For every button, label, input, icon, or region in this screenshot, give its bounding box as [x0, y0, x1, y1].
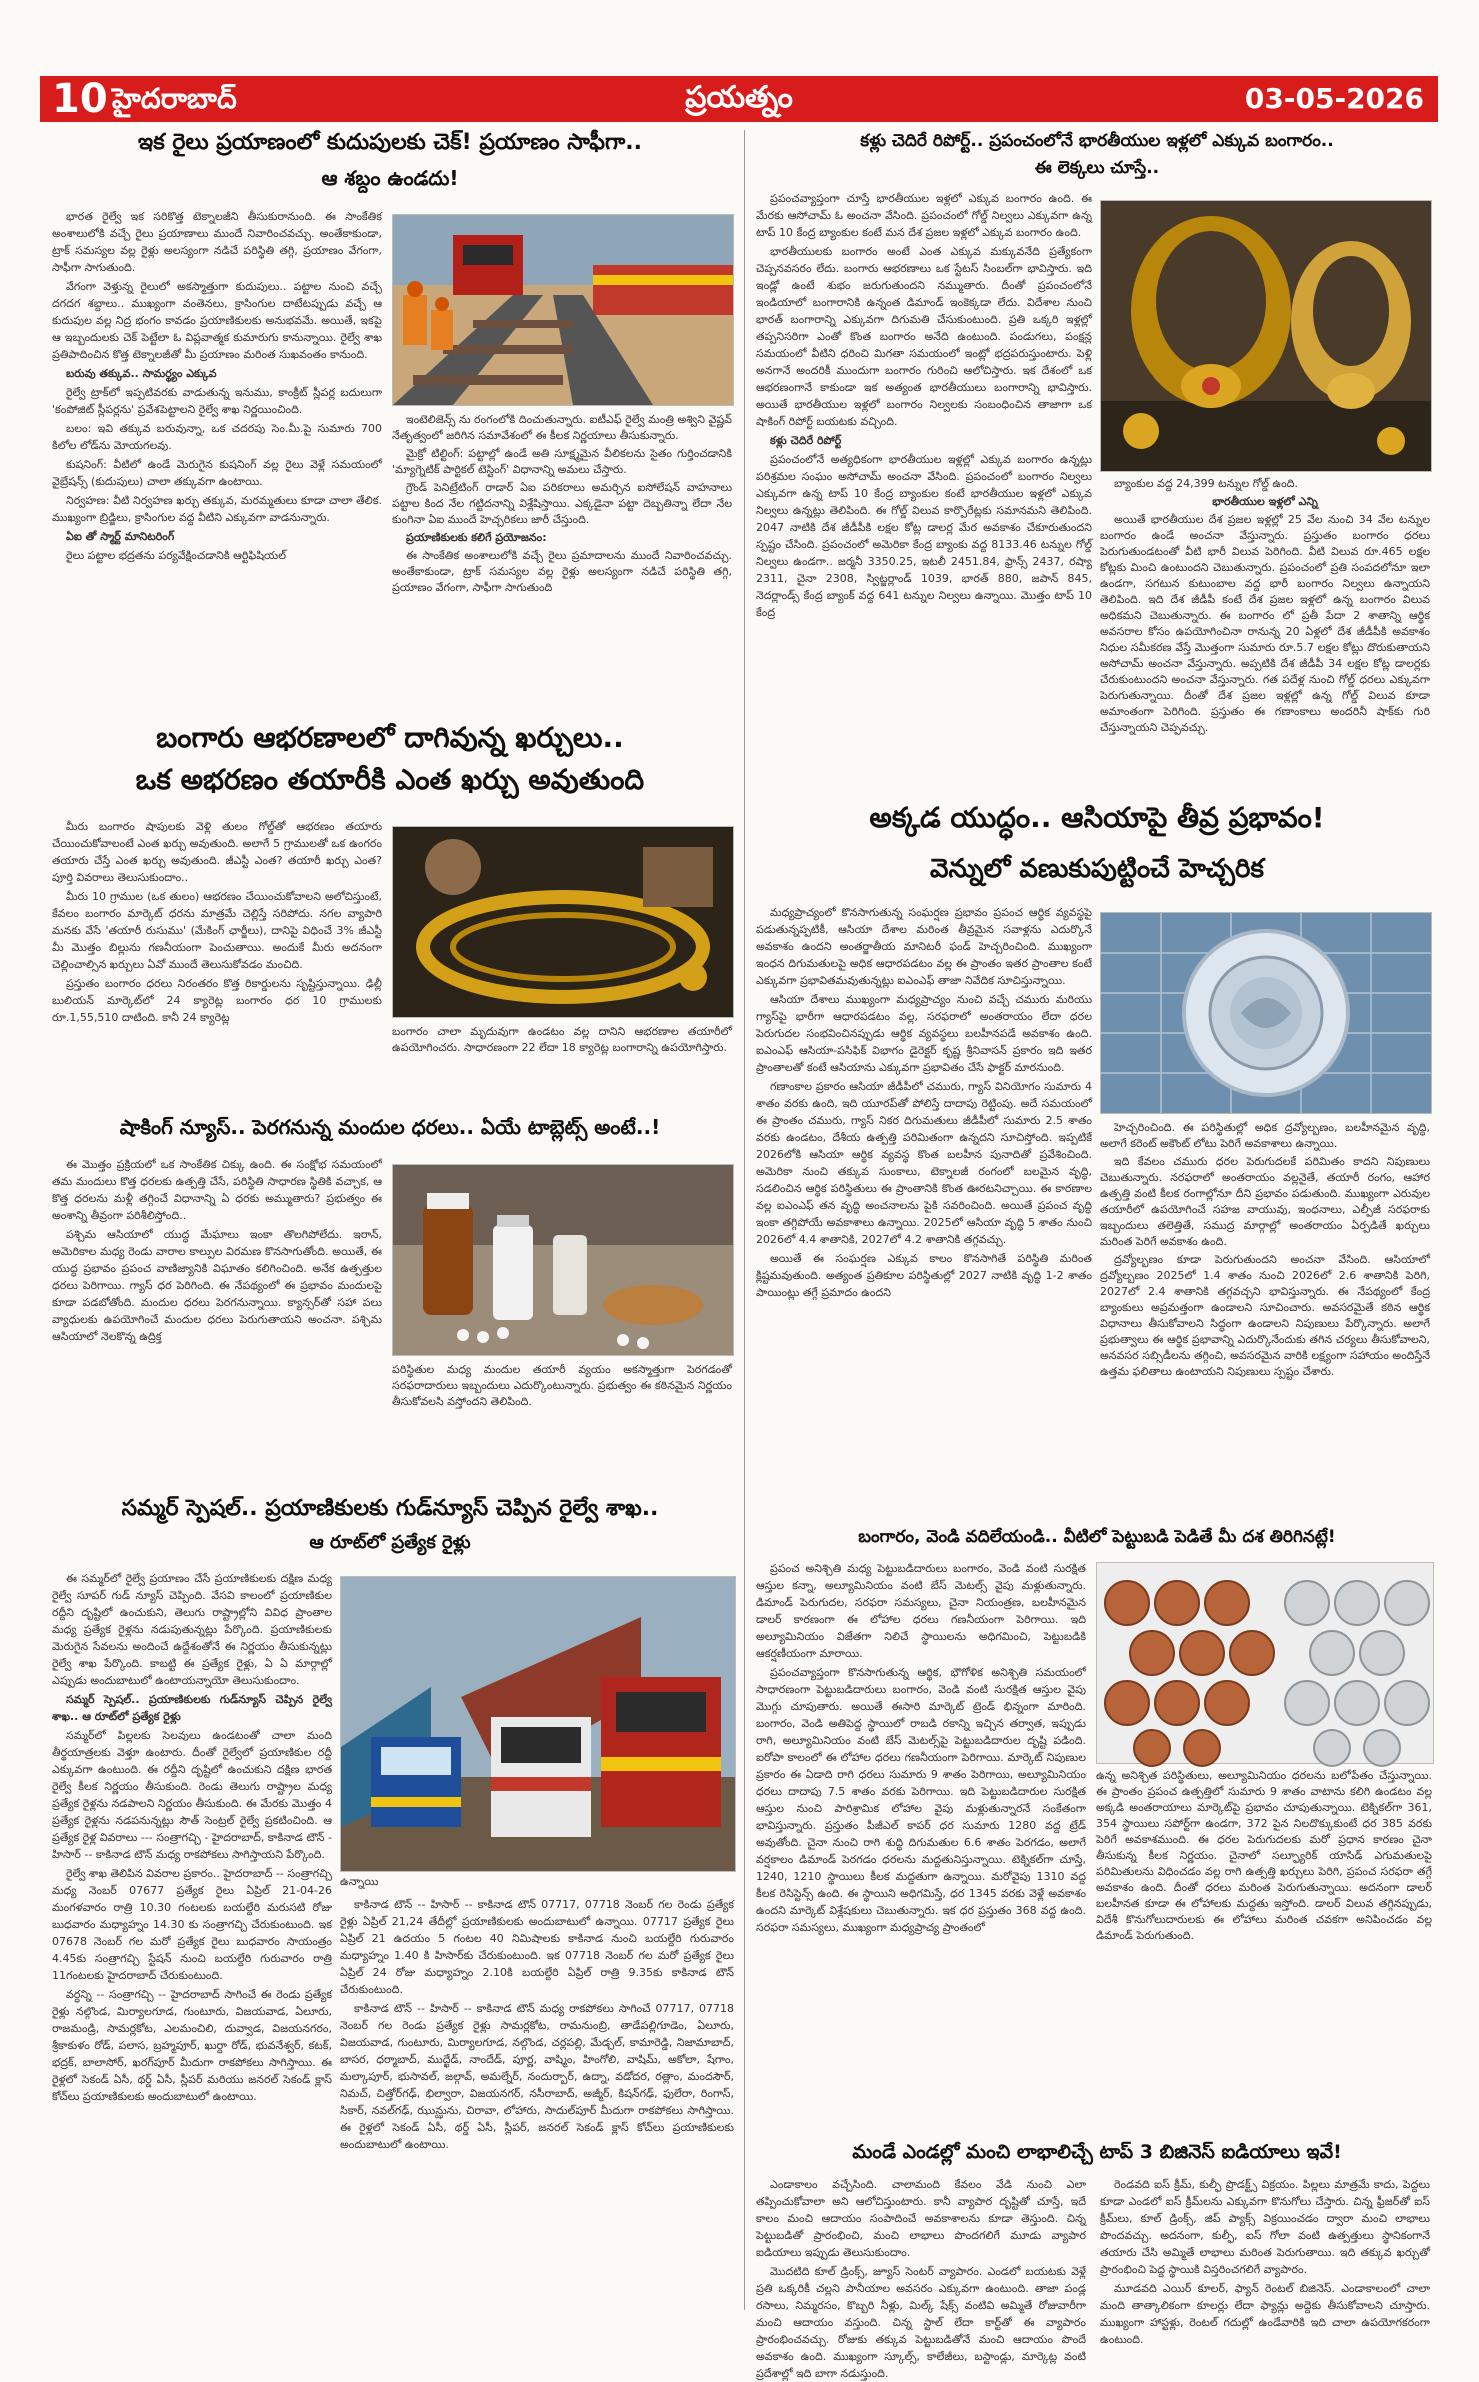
imf-logo-photo [1100, 912, 1432, 1114]
summer-para: వర్ధన్ని -- సంత్రాగచ్చి -- హైదరాబాద్ సాగించే ఈ రెండు ప్రత్యేక రైళ్లు నల్గొండ, మిర్యాలగూడ, గుంటూరు, విజయవాడ, ఏలూరు, రాజమండ్రి, సామర్లకోట, ఎలమంచిలి, దువ్వాడ, విజయనగరం, శ్రీకాకుళం రోడ్, పలాస, బ్రహ్మపూర్, ఖుర్దా రోడ్, భువనేశ్వర్, కటక్, భద్రక్, బాలాసోర్, ఖరగ్‌పూర్ మీదుగా రాకపోకలు సాగిస్తాయి. ఈ రైళ్లలో సెకండ్ ఏసీ, థర్డ్ ఏసీ, స్లీపర్ మరియు జనరల్ సెకండ్ క్లాస్ కోచ్‌లు ప్రయాణికులకు అందుబాటులో ఉంటాయి. [52, 1988, 332, 2103]
rail-headline: ఇక రైలు ప్రయాణంలో కుదుపులకు చెక్! ప్రయాణం సాఫీగా.. [138, 130, 642, 155]
business-left-body [756, 2176, 1086, 2380]
medicine-caption: పరిస్థితుల మధ్య మందుల తయారీ వ్యయం అకస్మాత్తుగా పెరగడంతో సరఫరాదారులు ఇబ్బందులు ఎదుర్కొంటున్నారు. ప్రభుత్వం ఈ కఠినమైన నిర్ణయం తీసుకోవలసి వస్తోందని తెలిపింది. [392, 1363, 732, 1408]
war-para: అయితే ఈ సంఘర్షణ ఎక్కువ కాలం కొనసాగితే పరిస్థితి మరింత క్లిష్టమవుతుంది. అత్యంత ప్రతికూల పరిస్థితుల్లో 2027 నాటికి వృద్ధి 1-2 శాతం పాయింట్లు తగ్గే ప్రమాదం ఉందని [756, 1252, 1092, 1299]
jewel-headline-1: బంగారు ఆభరణాలలో దాగివున్న ఖర్చులు.. [156, 721, 624, 754]
rail-para: బలం: ఇవి తక్కువ బరువున్నా, ఒక చదరపు సెం.మీ.పై సుమారు 700 కిలోల లోడ్‌ను మోయగలవు. [52, 422, 382, 452]
war-para: మధ్యప్రాచ్యంలో కొనసాగుతున్న సంఘర్షణ ప్రభావం ప్రపంచ ఆర్థిక వ్యవస్థపై పడుతున్నప్పటికీ, ఆసియా దేశాల మరింత తీవ్రమైన సవాళ్లను ఎదుర్కొనే అవకాశం ఉందని అంతర్జాతీయ మానిటరీ ఫండ్ హెచ్చరించింది. ముఖ్యంగా ఇంధన దిగుమతులపై అధిక ఆధారపడటం వల్ల ఈ ప్రాంతం ఇతర ప్రాంతాల కంటే ఎక్కువగా ప్రభావితమవుతున్నట్లు ఐఎంఎఫ్ తాజా నివేదిక సూచిస్తున్నాయి. [756, 906, 1092, 987]
gold-caption-para: అయితే భారతీయుల దేశ ప్రజల ఇళ్లల్లో 25 వేల నుంచి 34 వేల టన్నుల బంగారం ఉండే అంచనా వేస్తున్నారు. ప్రస్తుతం బంగారం ధరలు పెరుగుతుండటంతో వీటి భారీ విలువ పెరిగింది. వీటి విలువ రూ.465 లక్షల కోట్లకు మించి ఉంటుందని చెబుతున్నారు. ప్రపంచంలో ప్రతి సంపదలోనూ ఇలా ఉండగా, సగటున కుటుంబాల వద్ద భారీ బంగారం నిల్వలు ఉన్నాయని తెలిపింది. ఇది దేశ జీడీపీ కంటే దేశ ప్రజల ఇళ్లలో ఉన్న బంగారం విలువ అధికమని చెబుతున్నారు. ఈ బంగారం లో ప్రతీ పేదా 2 శాతాన్ని ఆర్థిక అవసరాల కోసం ఉపయోగించినా రానున్న 20 ఏళ్లలో దేశ జీడీపీకి అవకాశం నిధుల సమీకరణ వేస్తే మొత్తంగా సుమారు రూ.5.7 లక్షల కోట్లు దొరుకుతాయని అసోచామ్ అంచనా వేస్తున్నారు. అప్పటికి దేశ జీడీపీ 34 లక్షల కోట్ల డాలర్లకు చేరుకుంటుందని అంచనా వేస్తున్నారు. గత పదేళ్ల నుంచి గోల్డ్ ధరలు ఎక్కువగా పెరుగుతున్నాయి. దీంతో దేశ ప్రజల ఇళ్లల్లో ఉన్న గోల్డ్ విలువ కూడా అమాంతంగా పెరిగింది. ప్రస్తుతం ఈ గణాంకాలు అందరినీ షాక్‌కు గురి చేస్తున్నాయని చెప్పవచ్చు. [1100, 513, 1430, 734]
gold-jewellery-photo [1100, 200, 1432, 472]
imf-building-image [1101, 913, 1431, 1113]
metals-photo [1096, 1562, 1434, 1764]
rail-subheading: బరువు తక్కువ.. సామర్థ్యం ఎక్కువ [66, 367, 217, 380]
summer-right-para: కాకినాడ టౌన్ -- హిసార్ -- కాకినాడ టౌన్ 07717, 07718 నెంబర్ గల రెండు ప్రత్యేక రైళ్లు ఏప్రిల్ 21,24 తేదీల్లో ప్రయాణికులకు అందుబాటులో ఉన్నాయి. 07717 ప్రత్యేక రైలు ఏప్రిల్ 21 ఉదయం 5 గంటల 40 నిమిషాలకు కాకినాడ నుంచి బయల్దేరి గురువారం మధ్యాహ్నం 1.40 కి హిసార్‌కు చేరుకుంటుంది. ఇక 07718 నెంబర్ గల మరో ప్రత్యేక రైలు ఏప్రిల్ 24 రోజు మధ్యాహ్నం 2.10కి బయల్దేరి ఏప్రిల్ రాత్రి 9.35కు కాకినాడ టౌన్ చేరుకుంటుంది. [340, 1898, 734, 1996]
medicine-headline: షాకింగ్ న్యూస్.. పెరగనున్న మందుల ధరలు.. ఏయే టాబ్లెట్స్ అంటే..! [119, 1115, 661, 1139]
business-right-body [1100, 2176, 1430, 2346]
war-body [756, 904, 1092, 1512]
rail-para: రైలు పట్టాల భద్రతను పర్యవేక్షించడానికి ఆర్టిఫిషియల్ [66, 549, 286, 562]
summer-caption: ఉన్నాయి [340, 1875, 379, 1888]
gold-para: ప్రపంచంలోనే అత్యధికంగా భారతీయుల ఇళ్లల్లో ఎక్కువ బంగారం ఉన్నట్లు పరిశ్రమల సంఘం అసోచామ్ అంచనా వేసింది. ప్రపంచంలో బంగారం నిల్వలు ఎక్కువగా ఉన్న టాప్ 10 కేంద్ర బ్యాంకుల కంటే భారతీయుల ఇళ్లలో ఎక్కువ నిల్వలు ఉన్నట్లు తెలిపింది. ఈ గోల్డ్ విలువ కార్పొరేట్లకు సమానమని తెలిపింది. 2047 నాటికి దేశ జీడీపీకి లక్షల కోట్ల డాలర్ల మేర అవకాశం చేకూరుతుందని స్పష్టం చేసింది. ప్రపంచంలో అమెరికా కేంద్ర బ్యాంకు వద్ద 8133.46 టన్నుల గోల్డ్ నిల్వలు ఉండగా.. జర్మనీ 3350.25, ఇటలీ 2451.84, ఫ్రాన్స్ 2437, రష్యా 2311, చైనా 2308, స్విట్జర్లాండ్ 1039, భారత్ 880, జపాన్ 845, నెదర్లాండ్స్ కేంద్ర బ్యాంక్ వద్ద 641 టన్నుల నిల్వలు ఉన్నాయి. మొత్తం టాప్ 10 కేంద్ర [756, 453, 1092, 619]
summer-para: ఈ సమ్మర్‌లో రైల్వే ప్రయాణం చేసే ప్రయాణికులకు దక్షిణ మధ్య రైల్వే సూపర్ గుడ్ న్యూస్ చెప్పింది. వేసవి కాలంలో ప్రయాణికుల రద్దీని దృష్టిలో ఉంచుకుని, తెలుగు రాష్ట్రాల్లోని వివిధ ప్రాంతాల మధ్య ప్రత్యేక రైళ్లను నడుపుతున్నట్లు పేర్కొంది. ప్రయాణికులకు మెరుగైన సేవలను అందించే ఉద్దేశంతోనే ఈ నిర్ణయం తీసుకున్నట్లు రైల్వే శాఖ పేర్కొంది. కాబట్టి ఈ ప్రత్యేక రైళ్లు, ఏ ఏ మార్గాల్లో ఎప్పుడు అందుబాటులో ఉంటాయన్నాయో తెలుసుకుందాం. [52, 1572, 332, 1687]
gold-subheading: కళ్లు చెదిరే రిపోర్ట్ [770, 434, 842, 447]
rail-caption-para: ఇంటెలిజెన్స్ ను రంగంలోకి దించుతున్నారు. ఐటీఎఫ్ రైల్వే మంత్రి అశ్విని వైష్ణవ్ నేతృత్వంలో జరిగిన సమావేశంలో ఈ కీలక నిర్ణయాలు తీసుకున్నారు. [392, 413, 732, 442]
jewel-para: మీరు 10 గ్రాముల (ఒక తులం) ఆభరణం చేయించుకోవాలని అలోచిస్తుంటే, కేవలం బంగారం మార్కెట్ ధరను మాత్రమే చెల్లిస్తే సరిపోదు. నగల వ్యాపారి మనకు వేసే 'తయారీ రుసుము' (మేకింగ్ ఛార్జీలు), దానిపై విధించే 3% జీఎస్టీ మీ మొత్తం బిల్లును గణనీయంగా పెంచుతాయి. అందుకే మీరు అదనంగా చెల్లించాల్సిన ఖర్చులు ఏవో ముందే తెలుసుకోవడం మంచిది. [52, 890, 382, 971]
copper-aluminium-image [1097, 1563, 1433, 1763]
summer-body [52, 1570, 332, 2306]
business-headline: మండే ఎండల్లో మంచి లాభాలిచ్చే టాప్ 3 బిజినెస్ ఐడియాలు ఇవే! [852, 2141, 1342, 2163]
jewel-body [52, 818, 382, 1078]
business-para: మూడవది ఎయిర్ కూలర్, ఫ్యాన్ రెంటల్ బిజినెస్. ఎండాకాలంలో చాలా మంది తాత్కాలికంగా కూలర్లు లేదా ఫ్యాన్లు అద్దెకు తీసుకోవాలని చూస్తారు. ముఖ్యంగా హాస్టళ్లు, రెంటల్ గదుల్లో ఉండేవారికి ఇది చాలా ఉపయోగకరంగా ఉంటుంది. [1100, 2282, 1430, 2346]
rail-caption-para: ఈ సాంకేతిక అంశాలులోకి వచ్చే రైలు ప్రమాదాలను ముందే నివారించవచ్చు. అంతేకాకుండా, ట్రాక్ సమస్యల వల్ల రైళ్లు అలస్యంగా నడిచే పరిస్థితి తగ్గి, ప్రయాణం వేగంగా, సాఫీగా సాగుతుంది [392, 549, 732, 594]
medicine-para: పశ్చిమ ఆసియాలో యుద్ధ మేఘాలు ఇంకా తొలగిపోలేదు. ఇరాన్, అమెరికాల మధ్య రెండు వారాల కాల్పుల విరమణ కొనసాగుతోంది. అయితే, ఈ యుద్ధ ప్రభావం ప్రపంచ వాణిజ్యానికి విఘాతం కలిగించింది. అనేక ఉత్పత్తుల ధరలు పెరిగాయి. గ్యాస్ ధర పెరిగింది. ఈ నేపథ్యంలో ఈ ప్రభావం మందులపై కూడా పడబోతోంది. మందుల ధరలు పెరగనున్నాయి. క్యాన్సర్‌తో సహా పలు వ్యాధులకు ఉపయోగించే మందుల ధరలు పెరుగుతాయని అంచనా. పశ్చిమ ఆసియాలో నెలకొన్న ఉద్రిక్త [52, 1228, 382, 1343]
rail-subhead: ఆ శబ్దం ఉండదు! [321, 166, 459, 190]
column-divider [744, 130, 745, 2310]
war-caption-para: ద్రవ్యోల్బణం కూడా పెరుగుతుందని అంచనా వేసింది. ఆసియాలో ద్రవ్యోల్బణం 2025లో 1.4 శాతం నుంచి 2026లో 2.6 శాతానికి పెరిగి, 2027లో 2.4 శాతానికి తగ్గవచ్చని భావిస్తున్నారు. ఈ నేపథ్యంలో కేంద్ర బ్యాంకులు అప్రమత్తంగా ఉండాలని సూచించారు. అవసరమైతే కఠిన ఆర్థిక విధానాలు తీసుకోవాలని సిద్ధంగా ఉండాలని నిపుణులు పేర్కొన్నారు. అలాగే ప్రభుత్వాలు ఈ ఆర్థిక ప్రభావాన్ని ఎదుర్కొనేందుకు తగిన చర్యలు తీసుకోవాలని, అనవసర సబ్సిడీలను తగ్గించి, అవసరమైన వారికి లక్ష్యంగా సహాయం అందిస్తేనే ఉత్తమ ఫలితాలు ఉంటాయని నిపుణులు స్పష్టం చేశారు. [1100, 1253, 1430, 1378]
masthead: ప్రయత్నం [685, 80, 793, 115]
medicine-photo [392, 1164, 734, 1356]
rail-caption-subheading: ప్రయాణికులకు కలిగే ప్రయోజనం: [406, 531, 547, 544]
gold-para: ప్రపంచవ్యాప్తంగా చూస్తే భారతీయుల ఇళ్లలో ఎక్కువ బంగారం ఉంది. ఈ మేరకు ఆసోచామ్ ఓ అంచనా వేసింది. ప్రపంచంలో గోల్డ్ నిల్వలు ఎక్కువగా ఉన్న టాప్ 10 కేంద్ర బ్యాంకుల కంటే మన దేశ ప్రజల ఇళ్లలో ఎక్కువ బంగారం ఉంది. [756, 192, 1092, 239]
gold-caption-para: బ్యాంకుల వద్ద 24,399 టన్నుల గోల్డ్ ఉంది. [1114, 477, 1298, 490]
page-header [40, 76, 1438, 122]
jewel-para: మీరు బంగారం షాపులకు వెళ్లి తులం గోల్డ్‌తో ఆభరణం తయారు చేయించుకోవాలంటే ఎంత ఖర్చు అవుతుంది. అలాగే 5 గ్రాములతో ఒక ఉంగరం తయారు చేస్తే ఎంత ఖర్చు అవుతుంది. జీఎస్టీ ఎంత? తయారీ ఖర్చు ఎంత? పూర్తి వివరాలు తెలుసుకుందాం.. [52, 820, 382, 884]
metals-para: ప్రపంచ అనిశ్చితి మధ్య పెట్టుబడిదారులు బంగారం, వెండి వంటి సురక్షిత ఆస్తుల కన్నా, అల్యూమినియం వంటి బేస్ మెటల్స్ వైపు మళ్లుతున్నారు. డిమాండ్ పెరుగుదల, సరఫరా సమస్యలు, చైనా నియంత్రణ, బలహీనమైన డాలర్ కారణంగా ఈ లోహాల ధరలు గణనీయంగా పెరిగాయి. ఇది అల్యూమినియం విజేతగా నిలిచే స్థాయిలను అధిగమించి, పెట్టుబడికి ఆకర్షణీయంగా మారాయి. [756, 1562, 1086, 1660]
war-headline-1: అక్కడ యుద్ధం.. ఆసియాపై తీవ్ర ప్రభావం! [869, 801, 1325, 834]
war-headline-2: వెన్నులో వణుకుపుట్టించే హెచ్చరిక [930, 854, 1264, 884]
section-city: హైదరాబాద్ [112, 82, 237, 115]
gold-caption-subheading: భారతీయుల ఇళ్లలో ఎన్ని [1212, 495, 1318, 508]
rail-subheading: ఏఐ తో స్మార్ట్ మానిటరింగ్ [66, 530, 175, 543]
medicine-para: ఈ మొత్తం ప్రక్రియలో ఒక సాంకేతిక చిక్కు ఉంది. ఈ సంక్షోభ సమయంలో తమ మందులు కొత్త ధరలకు ఉత్పత్తి చేసే, పరిస్థితి సాధారణ స్థితికి వచ్చాక, ఆ కొత్త ధరలను మళ్లీ తగ్గించే విధానాన్ని ఏ ధరకు అమ్ముతారు? ప్రభుత్వం ఈ అంశాన్ని తీవ్రంగా పరిశీలిస్తోంది.. [52, 1158, 382, 1222]
rail-caption-para: గ్రౌండ్ పెనిట్రేటింగ్ రాడార్ ఏఐ పరికరాలు అమర్చిన ఐసోలేషన్ వాహనాలు పట్టాల కింద నేల గట్టిదనాన్ని విశ్లేషిస్తాయి. ఎక్కడైనా పట్టా దెబ్బతిన్నా లేదా నేల కుంగినా ఏఐ ముందే హెచ్చరికలు జారీ చేస్తుంది. [392, 481, 732, 526]
gold-necklace-image [1101, 201, 1431, 471]
rail-para: రైల్వే ట్రాక్‌లో ఇప్పటివరకు వాడుతున్న ఇనుము, కాంక్రీట్ స్లీపర్ల బదులుగా 'కంపోజిట్ స్లీపర్లను' ప్రవేశపెట్టాలని రైల్వే శాఖ నిర్ణయించింది. [52, 386, 382, 416]
medicine-body [52, 1156, 382, 1496]
summer-para: రైల్వే శాఖ తెలిపిన వివరాల ప్రకారం.. హైదరాబాద్ -- సంత్రాగచ్చి మధ్య నెంబర్ 07677 ప్రత్యేక రైలు ఏప్రిల్ 21-04-26 మంగళవారం రాత్రి 10.30 గంటలకు బయల్దేరి మరుసటి రోజు బుధవారం మధ్యాహ్నం 14.30 కు సంత్రాగచ్చి చేరుకుంటుంది. ఇక 07678 నెంబర్ గల మరో ప్రత్యేక రైలు బుధవారం సాయంత్రం 4.45కు సంత్రాగచ్చి స్టేషన్ నుంచి బయల్దేరి గురువారం రాత్రి 11గంటలకు హైదరాబాద్ చేరుకుంటుంది. [52, 1867, 332, 1982]
gold-caption [1100, 476, 1430, 776]
gold-para: భారతీయులకు బంగారం అంటే ఎంత ఎక్కువ మక్కువనేది ప్రత్యేకంగా చెప్పనవసరం లేదు. బంగారు ఆభరణాలు ఒక స్టేటస్ సింబల్‌గా భావిస్తారు. ఇది ఇండ్లో ఉంటే శుభం జరుగుతుందని నమ్ముతారు. దీంతో ప్రపంచంలోనే ఇండియాలో బంగారానికి ఉన్నంత డిమాండ్ ఇంకెక్కడా లేదు. విదేశాల నుంచి భారత్ బంగారాన్ని ఎక్కువగా దిగుమతి చేసుకుంటుంది. ప్రతి ఒక్కరి ఇళ్లల్లో తప్పనిసరిగా ఎంతో కొంత బంగారం అనేది ఉంటుంది. పండుగలు, పంక్షన్ల సమయంలో వీటిని ధరించి మిగతా సమయంలో ఇంట్లో భద్రపరుస్తుంటారు. పెళ్లి అనగానే అందరికీ ముందుగా బంగారం గురించి ఆలోచిస్తారు. ఇక దేశంలో ఒక ఆభరణంగానే కాకుండా ఇక అత్యంత భారతీయులు బంగారాన్ని భావిస్తారు. అయితే భారతీయుల ఇళ్లలో బంగారం నిల్వలకు సంబంధించిన తాజాగా ఒక షాకింగ్ రిపోర్ట్ బయటకు వచ్చింది. [756, 245, 1092, 428]
gold-body [756, 190, 1092, 790]
metals-para: ప్రపంచవ్యాప్తంగా కొనసాగుతున్న ఆర్థిక, భౌగోళిక అనిశ్చితి సమయంలో సాధారణంగా పెట్టుబడిదారులు బంగారం, వెండి వంటి సురక్షిత ఆస్తుల వైపు మొగ్గు చూపుతారు. అయితే ఈసారి మార్కెట్ ట్రెండ్ భిన్నంగా మారింది. బంగారం, వెండి అతిపెద్ద స్థాయిలో రాబడి రకాన్ని ఇచ్చిన తర్వాత, ఇప్పుడు రాగి, అల్యూమినియం వంటి బేస్ మెటల్స్‌పై పెట్టుబడిదారుల దృష్టి పడింది. ఐరోపా కాలంలో ఈ లోహాల ధరలు గణనీయంగా పెరిగాయి. మార్కెట్ నిపుణుల ప్రకారం ఈ ఏడాది రాగి ధరలు సుమారు 9 శాతం పెరిగాయి, అల్యూమినియం ధరలు దాదాపు 7.5 శాతం వరకు పెరిగాయి. ఇది పెట్టుబడిదారుల సురక్షిత ఆస్తుల నుంచి పారిశ్రామిక లోహాల వైపు మళ్లుతున్నారనే సంకేతంగా భావిస్తున్నారు. ప్రస్తుతం పీజీఎల్ కాపర్ ధర సుమారు 1280 వద్ద ట్రేడ్ అవుతోంది. చైనా నుంచి రాగి శుద్ధి దిగుమతుల 6.6 శాతం పెరగడం, అలాగే వర్షకాలం డిమాండ్ పెరగడం ధరలను మద్దతునిస్తున్నాయి. టెక్నికల్‌గా చూస్తే, 1240, 1210 స్థాయిలు కీలక మద్దతుగా ఉన్నాయి. మరోవైపు 1310 వద్ద కీలక రెసిస్టెన్స్ ఉంది. ఈ స్థాయిని అధిగమిస్తే, ధర 1345 వరకు వెళ్లే అవకాశం ఉందని మార్కెట్ విశ్లేషకులు చెబుతున్నారు. ఇక ధర ప్రస్తుతం 368 వద్ద ఉంది. సరఫరా సమస్యలు, ముఖ్యంగా మధ్యప్రాచ్య ప్రాంతంలో [756, 1666, 1086, 1934]
rail-para: భారత రైల్వే ఇక సరికొత్త టెక్నాలజీని తీసుకురానుంది. ఈ సాంకేతిక అంశాలులోకి వచ్చే రైలు ప్రయాణాలు ముందే నివారించవచ్చు. అంతేకాకుండా, ట్రాక్ సమస్యల వల్ల రైళ్లు అలస్యంగా నడిచే పరిస్థితి తగ్గి, ప్రయాణం వేగంగా, సాఫీగా సాగుతుంది. [52, 210, 382, 274]
summer-headline: సమ్మర్ స్పెషల్.. ప్రయాణికులకు గుడ్‌న్యూస్ చెప్పిన రైల్వే శాఖ.. [121, 1496, 659, 1521]
medicine-bottles-image [393, 1165, 733, 1355]
rail-track-photo [392, 214, 734, 406]
jewel-para: ప్రస్తుతం బంగారం ధరలు నిరంతరం కొత్త రికార్డులను సృష్టిస్తున్నాయి. ఢిల్లీ బులియన్ మార్కెట్‌లో 24 క్యారెట్ల బంగారం ధర 10 గ్రాములకు రూ.1,55,510 దాటింది. కానీ 24 క్యారెట్ల [52, 977, 382, 1024]
issue-date: 03-05-2026 [1244, 82, 1424, 115]
war-para: గణాంకాల ప్రకారం ఆసియా జీడీపీలో చమురు, గ్యాస్ వినియోగం సుమారు 4 శాతం వరకు ఉంది, ఇది యూరప్‌తో పోలిస్తే దాదాపు రెట్టింపు. అదే సమయంలో ఈ ప్రాంతం చమురు, గ్యాస్ నికర దిగుమతులు జీడీపీలో సుమారు 2.5 శాతం వరకు ఉండటం, దేశీయ ఉత్పత్తి పరిమితంగా ఉన్నదని సూచిస్తోంది. ఇప్పటికే 2026లోకి ఆసియా ఆర్థిక వ్యవస్థ కొంత బలహీన పునాదితో ప్రవేశించింది. అమెరికా నుంచి తక్కువ సుంకాలు, టెక్నాలజీ రంగంలో బలమైన వృద్ధి, సడలించిన ఆర్థిక పరిస్థితులు ఈ ప్రాంతానికి కొంత ఊరటనిచ్చాయి. ఈ కారణాల వల్ల ఐఎంఎఫ్ తన వృద్ధి అంచనాలను పైకి సవరించింది. అయితే ప్రపంచ వృద్ధి ఇంకా తగ్గిపోయే అవకాశాలు ఉన్నాయి. 2025లో ఆసియా వృద్ధి 5 శాతం నుంచి 2026లో 4.4 శాతానికి, 2027లో 4.2 శాతానికి తగ్గవచ్చు. [756, 1080, 1092, 1246]
page-number: 10 [52, 76, 108, 122]
rail-caption-para: మైక్రో టిల్టింగ్: పట్టాల్లో ఉండే అతి సూక్ష్మమైన వీలికలను సైతం గుర్తించడానికి 'మ్యాగ్నెటిక్ పార్టికల్ టెస్టింగ్' విధానాన్ని అమలు చేస్తారు. [392, 447, 732, 476]
gold-headline: కళ్లు చెదిరే రిపోర్ట్.. ప్రపంచంలోనే భారతీయుల ఇళ్లలో ఎక్కువ బంగారం.. [860, 131, 1334, 151]
rail-para: కుషనింగ్: వీటిలో ఉండే మెరుగైన కుషనింగ్ వల్ల రైలు వెళ్లే సమయంలో వైబ్రేషన్స్ (కుదుపులు) చాలా తక్కువగా ఉంటాయి. [52, 458, 382, 488]
business-para: మొదటిది కూల్ డ్రింక్స్, జ్యూస్ సెంటర్ వ్యాపారం. ఎండలో బయటకు వెళ్లే ప్రతి ఒక్కరికీ చల్లని పానీయాల అవసరం ఎక్కువగా ఉంటుంది. తాజా పండ్ల రసాలు, నిమ్మరసం, కొబ్బరి నీళ్లు, మిల్క్ షేక్స్ వంటివి అమ్మితే రోజువారీగా మంచి ఆదాయం వస్తుంది. చిన్న స్టాల్ లేదా కార్ట్‌తో ఈ వ్యాపారం ప్రారంభించవచ్చు. రోజుకు తక్కువ పెట్టుబడితోనే మంచి ఆదాయం పొందే అవకాశం ఉంది. ముఖ్యంగా స్కూల్స్, కాలేజీలు, బస్టాండ్లు, మార్కెట్ల వంటి ప్రదేశాల్లో ఇది బాగా నడుస్తుంది. [756, 2265, 1086, 2380]
war-caption [1100, 1120, 1430, 1512]
war-caption-para: హెచ్చరించింది. ఈ పరిస్థితుల్లో అధిక ద్రవ్యోల్బణం, బలహీనమైన వృద్ధి, అలాగే కరెంట్ అకౌంట్ లోటు పెరిగే అవకాశాలు ఉన్నాయి. [1100, 1121, 1430, 1150]
jewel-headline-2: ఒక అభరణం తయారీకి ఎంత ఖర్చు అవుతుంది [135, 763, 645, 796]
metals-headline: బంగారం, వెండి వదిలేయండి.. వీటిలో పెట్టుబడి పెడితే మీ దశ తిరిగినట్లే! [858, 1527, 1336, 1547]
summer-trains-photo [340, 1576, 736, 1872]
rail-body [52, 208, 382, 682]
summer-right-body [340, 1896, 734, 2306]
rail-para: నిర్వహణ: వీటి నిర్వహణ ఖర్చు తక్కువ, మరమ్మతులు కూడా చాలా తేలిక. ముఖ్యంగా బ్రిడ్జిలు, క్రాసింగుల వద్ద వీటిని ఎక్కువగా వాడనున్నారు. [52, 494, 382, 524]
gold-subhead: ఈ లెక్కలు చూస్తే.. [1034, 158, 1160, 178]
metals-caption: ఉన్న అనిశ్చిత పరిస్థితులు, అల్యూమినియం ధరలను బలోపేతం చేస్తున్నాయి. ఈ ప్రాంతం ప్రపంచ ఉత్పత్తిలో సుమారు 9 శాతం వాటాను కలిగి ఉండటం వల్ల అక్కడి అంతరాయాలు మార్కెట్‌పై ప్రభావం చూపుతున్నాయి. టెక్నికల్‌గా 361, 354 స్థాయిలు సపోర్ట్‌గా ఉండగా, 372 పైన నిలదొక్కుకుంటే ధర 385 వరకు పెరిగే అవకాశముంది. ఈ ధరల పెరుగుదలకు మరో ప్రధాన కారణం చైనా తీసుకున్న కీలక నిర్ణయం. చైనాలో సల్ఫ్యూరిక్ యాసిడ్ ఎగుమతులపై పరిమితులను విధించడం వల్ల రాగి ఉత్పత్తి ఖర్చులు పెరిగి, ప్రపంచ సరఫరా తగ్గే అవకాశం ఉంది. దీంతో ధరలు మరింత పెరుగుతున్నాయి. అదనంగా డాలర్ బలహీనత కూడా ఈ లోహాలకు మద్దతు ఇస్తోంది. డాలర్ విలువ తగ్గినప్పుడు, విదేశీ కొనుగోలుదారులకు ఈ లోహాలు మరింత చవకగా అనిపించడం వల్ల డిమాండ్ పెరుగుతుంది. [1096, 1769, 1432, 1942]
summer-right-para: కాకినాడ టౌన్ -- హిసార్ -- కాకినాడ టౌన్ మధ్య రాకపోకలు సాగించే 07717, 07718 నెంబర్ గల రెండు ప్రత్యేక రైళ్లు సామర్లకోట, రామనుంబ్రి, తాడేపల్లిగూడెం, ఏలూరు, విజయవాడ, గుంటూరు, మిర్యాలగూడ, నల్గొండ, చర్లపల్లి, మేడ్చల్, కామారెడ్డి, నిజామాబాద్, బాసర, ధర్మాబాద్, ముద్ఖేడ్, నాందేడ్, పూర్ణ, వాష్మిం, హింగోలి, వాషిమ్, అకోలా, షేగాం, మల్కాపూర్, భుసావల్, జల్గావ్, అమల్నేర్, నందుర్బార్, ఉద్నా, వడోదర, రత్లాం, మందసౌర్, నిమచ్, చిత్తోర్‌గఢ్, భిల్వారా, విజయనగర్, నసీరాబాద్, అజ్మీర్, కిషన్‌గఢ్, ఫులేరా, రింగాస్, సికార్, నవల్‌గఢ్, ఝున్ఝును, చిరావా, లోహారు, సాదుల్‌పూర్ మీదుగా రాకపోకలు సాగిస్తాయి. ఈ రైళ్లలో సెకండ్ ఏసీ, థర్డ్ ఏసీ, స్లీపర్, జనరల్ సెకండ్ క్లాస్ కోచ్‌లు ప్రయాణికులకు అందుబాటులో ఉంటాయి. [340, 2002, 734, 2151]
jewel-caption: బంగారం చాలా మృదువుగా ఉండటం వల్ల దానిని ఆభరణాల తయారీలో ఉపయోగించరు. సాధారణంగా 22 లేదా 18 క్యారెట్ల బంగారాన్ని ఉపయోగిస్తారు. [392, 1025, 732, 1054]
rail-para: వేగంగా వెళ్తున్న రైలులో అకస్మాత్తుగా కుదుపులు.. పట్టాల నుంచి వచ్చే దగదగ శబ్దాలు.. ముఖ్యంగా వంతెనలు, క్రాసింగుల దాటేటప్పుడు వచ్చే ఆ కుదుపుల వల్ల నిద్ర భంగం కావడం ప్రయాణికులకు అనుభవమే. అయితే, ఇకపై ఆ ఇబ్బందులకు చెక్ పెట్టేలా ఓ విప్లవాత్మక కుమారుగు కానున్నాయి. రైల్వే శాఖ ప్రతిపాదించిన కొత్త టెక్నాలజీతో మీ ప్రయాణం మరింత సుఖవంతం కానుంది. [52, 280, 382, 361]
summer-para: సమ్మర్‌లో పిల్లలకు సెలవులు ఉండటంతో చాలా మంది తీర్థయాత్రలకు వెళ్తూ ఉంటారు. దీంతో రైల్వేలో ప్రయాణికుల రద్దీ ఎక్కువగా ఉంటుంది. ఈ రద్దీని దృష్టిలో ఉంచుకుని దక్షిణ భారత రైల్వే కీలక నిర్ణయం తీసుకుంది. రెండు తెలుగు రాష్ట్రాల మధ్య ప్రత్యేక రైళ్లను నడపాలని నిర్ణయం తీసుకుంది. ఈ మేరకు మొత్తం 4 ప్రత్యేక రైళ్లను నడపనున్నట్లు సౌత్ సెంట్రల్ రైల్వే ప్రకటించింది. ఆ ప్రత్యేక రైళ్ల వివరాలు --- సంత్రాగచ్చి - హైదరాబాద్, కాకినాడ టౌన్ - హిసార్ -- కాకినాడ టౌన్ మధ్య రాకపోకలు సాగిస్తాయని పేర్కొంది. [52, 1729, 332, 1861]
rail-caption [392, 412, 732, 684]
trains-image [341, 1577, 735, 1871]
goldsmith-image [393, 827, 733, 1017]
jewel-making-photo [392, 826, 734, 1018]
business-para: ఎండాకాలం వచ్చేసింది. చాలామంది కేవలం వేడి నుంచి ఎలా తప్పించుకోవాలా అని ఆలోచిస్తుంటారు. కానీ వ్యాపార దృష్టితో చూస్తే, ఇదే కాలం మంచి ఆదాయం సంపాదించే అవకాశాలను కూడా తెస్తుంది. చిన్న పెట్టుబడితో ప్రారంభించి, మంచి లాభాలు పొందగలిగే మూడు వ్యాపార ఐడియాలు ఇప్పుడు తెలుసుకుందాం. [756, 2178, 1086, 2259]
summer-subheading: సమ్మర్ స్పెషల్.. ప్రయాణికులకు గుడ్‌న్యూస్ చెప్పిన రైల్వే శాఖ.. ఆ రూట్‌లో ప్రత్యేక రైళ్లు [52, 1693, 332, 1723]
metals-body [756, 1560, 1086, 2120]
war-caption-para: ఇది కేవలం చమురు ధరల పెరుగుదలకే పరిమితం కాదని నిపుణులు చెబుతున్నారు. నరఫరాలో అంతరాయం వల్లనైతే, తయారీ రంగం, ఆహార ఉత్పత్తి వంటి కీలక రంగాల్లోనూ దీని ప్రభావం పడుతుంది. ముఖ్యంగా ఎరువుల తయారీలో ఉపయోగించే సహజ వాయువు, ఇంధనాలు, ఎల్పీజీ సరఫరాకు ఇబ్బందులు తలెత్తితే, సముద్ర మార్గాల్లో అంతరాయం ఏర్పడితే ఖర్చులు మరింత పెరిగే అవకాశం ఉంది. [1100, 1155, 1430, 1248]
business-para: రెండవది ఐస్ క్రీమ్, కుల్ఫీ ప్రొడక్ట్స్ విక్రయం. పిల్లలు మాత్రమే కాదు, పెద్దలు కూడా ఎండలో ఐస్ క్రీమ్‌లను ఎక్కువగా కొనుగోలు చేస్తారు. చిన్న ఫ్రీజర్‌తో ఐస్ క్రీమ్‌లు, కూల్ డ్రింక్స్, జిప్ ప్యాక్స్ విక్రయించడం ద్వారా మంచి లాభాలు పొందవచ్చు. అదనంగా, కుల్ఫీ, ఐస్ గోలా వంటి ఉత్పత్తులు స్థానికంగానే తయారు చేసి అమ్మితే లాభాలు మరింత పెరుగుతాయి. ఇది తక్కువ ఖర్చుతో ప్రారంభించి పెద్ద స్థాయికి విస్తరించగలిగే వ్యాపారం. [1100, 2178, 1430, 2276]
war-para: ఆసియా దేశాలు ముఖ్యంగా మధ్యప్రాచ్యం నుంచి వచ్చే చమురు మరియు గ్యాస్‌పై భారీగా ఆధారపడటం వల్ల, సరఫరాలో అంతరాయం లేదా ధరల పెరుగుదల సంభవించినప్పుడు ఆర్థిక వ్యవస్థలు బలహీనపడే అవకాశం ఉంది. ఐఎంఎఫ్ ఆసియా-పసిఫిక్ విభాగం డైరెక్టర్ కృష్ణ శ్రీనివాసన్ ప్రకారం ఇది ఇతర ప్రాంతాలతో కంటే ఆసియాను ఎక్కువగా ప్రభావితం చేసే ఫాక్టర్ మారనుంది. [756, 993, 1092, 1074]
railway-track-image [393, 215, 733, 405]
summer-subhead: ఆ రూట్‌లో ప్రత్యేక రైళ్లు [309, 1532, 471, 1553]
